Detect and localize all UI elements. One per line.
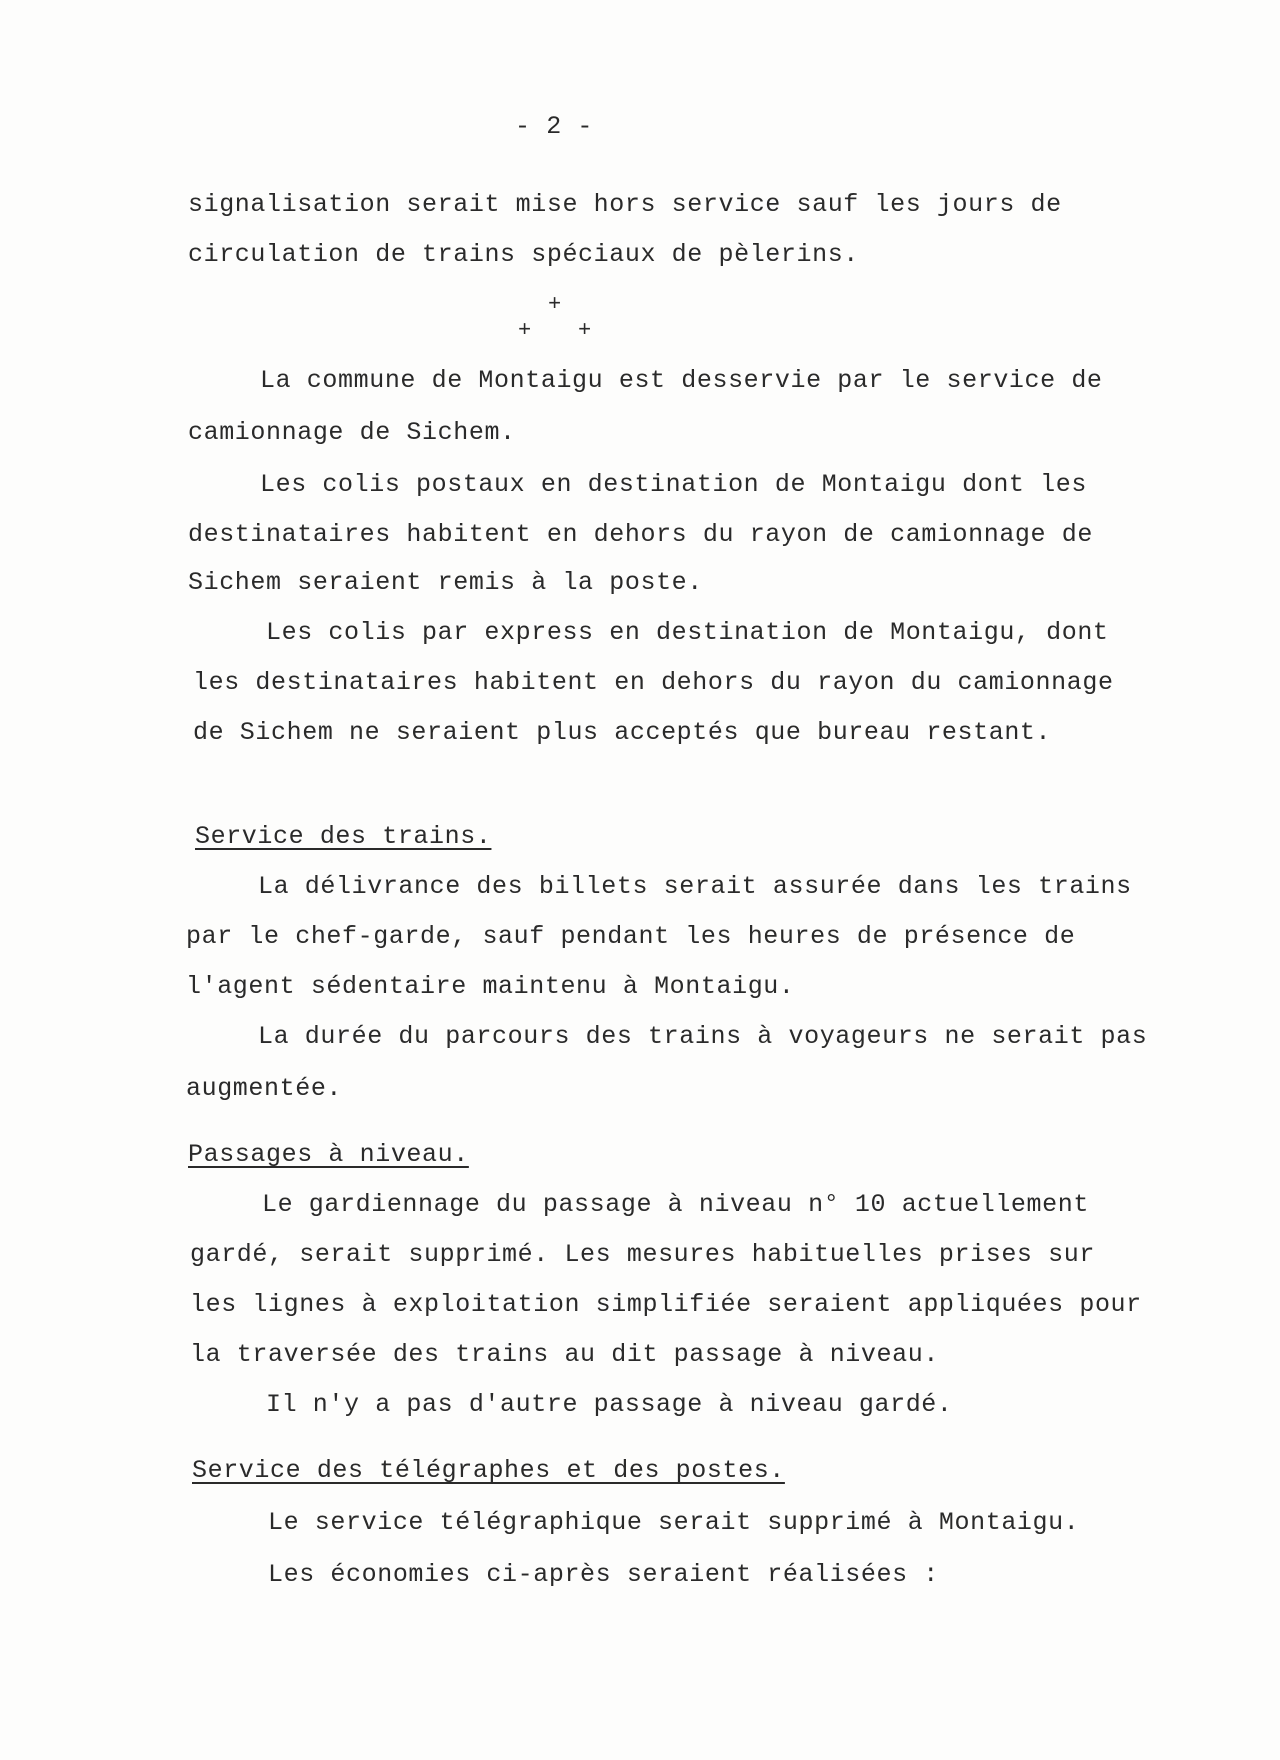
paragraph-9-line-1: Le service télégraphique serait supprimé à Montaigu.: [268, 1508, 1080, 1537]
paragraph-5-line-2: par le chef-garde, sauf pendant les heures de présence de: [186, 922, 1076, 951]
separator-cross-right: +: [578, 318, 592, 343]
paragraph-9-line-2: Les économies ci-après seraient réalisées :: [268, 1560, 939, 1589]
heading-telegraphes-et-postes: Service des télégraphes et des postes.: [192, 1456, 785, 1485]
paragraph-2-line-2: camionnage de Sichem.: [188, 418, 516, 447]
paragraph-4-line-1: Les colis par express en destination de Montaigu, dont: [266, 618, 1109, 647]
paragraph-1-line-1: signalisation serait mise hors service sauf les jours de: [188, 190, 1062, 219]
page-number: - 2 -: [515, 112, 594, 141]
paragraph-5-line-1: La délivrance des billets serait assurée dans les trains: [258, 872, 1132, 901]
paragraph-7-line-1: Le gardiennage du passage à niveau n° 10 actuellement: [262, 1190, 1089, 1219]
paragraph-3-line-1: Les colis postaux en destination de Montaigu dont les: [260, 470, 1087, 499]
heading-passages-a-niveau: Passages à niveau.: [188, 1140, 469, 1169]
paragraph-1-line-2: circulation de trains spéciaux de pèlerins.: [188, 240, 859, 269]
paragraph-6-line-1: La durée du parcours des trains à voyageurs ne serait pas: [258, 1022, 1148, 1051]
paragraph-5-line-3: l'agent sédentaire maintenu à Montaigu.: [186, 972, 795, 1001]
paragraph-7-line-3: les lignes à exploitation simplifiée seraient appliquées pour: [190, 1290, 1142, 1319]
heading-service-des-trains: Service des trains.: [195, 822, 492, 851]
paragraph-3-line-2: destinataires habitent en dehors du rayon de camionnage de: [188, 520, 1093, 549]
paragraph-2-line-1: La commune de Montaigu est desservie par le service de: [260, 366, 1103, 395]
paragraph-4-line-3: de Sichem ne seraient plus acceptés que bureau restant.: [193, 718, 1052, 747]
paragraph-7-line-4: la traversée des trains au dit passage à niveau.: [190, 1340, 939, 1369]
paragraph-3-line-3: Sichem seraient remis à la poste.: [188, 568, 703, 597]
paragraph-8-line-1: Il n'y a pas d'autre passage à niveau gardé.: [266, 1390, 953, 1419]
paragraph-6-line-2: augmentée.: [186, 1074, 343, 1103]
separator-cross-top: +: [548, 292, 562, 317]
paragraph-4-line-2: les destinataires habitent en dehors du rayon du camionnage: [193, 668, 1114, 697]
paragraph-7-line-2: gardé, serait supprimé. Les mesures habituelles prises sur: [190, 1240, 1095, 1269]
separator-cross-left: +: [518, 318, 532, 343]
